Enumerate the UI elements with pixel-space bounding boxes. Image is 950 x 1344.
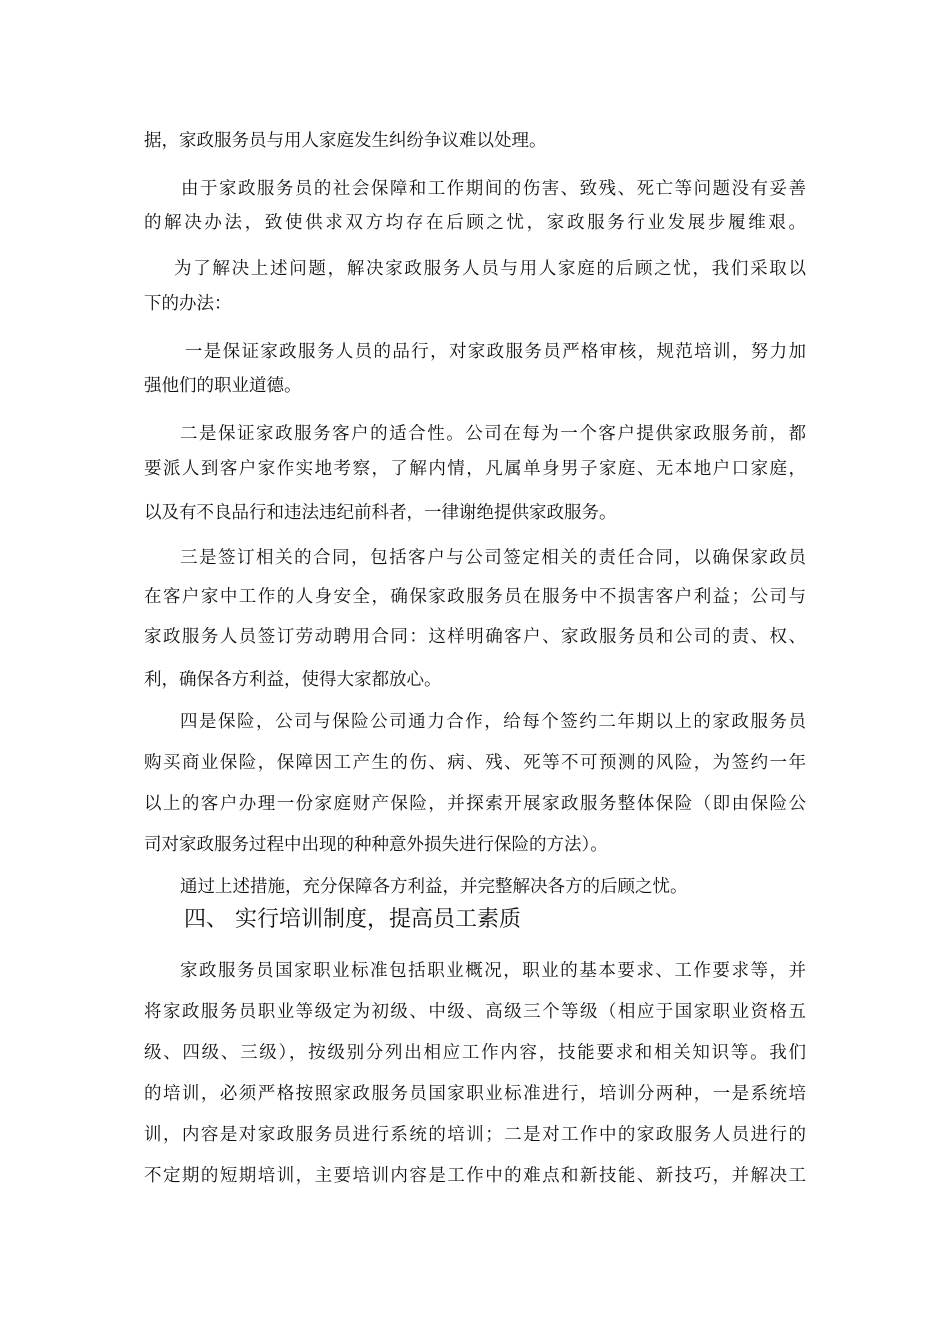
text-line: 三是签订相关的合同，包括客户与公司签定相关的责任合同，以确保家政员 bbox=[180, 548, 806, 568]
text-line: 司对家政服务过程中出现的种种意外损失进行保险的方法）。 bbox=[144, 835, 608, 855]
text-line: 的解决办法，致使供求双方均存在后顾之忧，家政服务行业发展步履维艰。 bbox=[144, 213, 806, 233]
text-line: 在客户家中工作的人身安全，确保家政服务员在服务中不损害客户利益；公司与 bbox=[144, 587, 806, 607]
text-line: 训，内容是对家政服务员进行系统的培训；二是对工作中的家政服务人员进行的 bbox=[144, 1125, 806, 1145]
text-line: 为了解决上述问题，解决家政服务人员与用人家庭的后顾之忧，我们采取以 bbox=[174, 259, 806, 279]
text-line: 强他们的职业道德。 bbox=[144, 376, 302, 396]
text-line: 购买商业保险，保障因工产生的伤、病、残、死等不可预测的风险，为签约一年 bbox=[144, 753, 806, 773]
text-line: 二是保证家政服务客户的适合性。公司在每为一个客户提供家政服务前，都 bbox=[180, 424, 806, 444]
text-line: 要派人到客户家作实地考察，了解内情，凡属单身男子家庭、无本地户口家庭， bbox=[144, 459, 806, 479]
text-line: 家政服务员国家职业标准包括职业概况，职业的基本要求、工作要求等，并 bbox=[180, 961, 806, 981]
text-line: 下的办法： bbox=[144, 294, 232, 314]
text-line: 以及有不良品行和违法违纪前科者，一律谢绝提供家政服务。 bbox=[144, 503, 617, 523]
text-line: 以上的客户办理一份家庭财产保险，并探索开展家政服务整体保险（即由保险公 bbox=[144, 794, 806, 814]
text-line: 四是保险，公司与保险公司通力合作，给每个签约二年期以上的家政服务员 bbox=[180, 712, 806, 732]
text-line: 据，家政服务员与用人家庭发生纠纷争议难以处理。 bbox=[144, 131, 547, 151]
text-line: 的培训，必须严格按照家政服务员国家职业标准进行，培训分两种，一是系统培 bbox=[144, 1084, 806, 1104]
text-line: 利，确保各方利益，使得大家都放心。 bbox=[144, 670, 442, 690]
text-line: 通过上述措施，充分保障各方利益，并完整解决各方的后顾之忧。 bbox=[180, 877, 688, 897]
text-line: 不定期的短期培训，主要培训内容是工作中的难点和新技能、新技巧，并解决工 bbox=[144, 1166, 806, 1186]
text-line: 级、四级、三级），按级别分列出相应工作内容，技能要求和相关知识等。我们 bbox=[144, 1043, 806, 1063]
text-line: 将家政服务员职业等级定为初级、中级、高级三个等级（相应于国家职业资格五 bbox=[144, 1002, 806, 1022]
text-line: 一是保证家政服务人员的品行，对家政服务员严格审核，规范培训，努力加 bbox=[166, 342, 806, 362]
text-line: 家政服务人员签订劳动聘用合同：这样明确客户、家政服务员和公司的责、权、 bbox=[144, 627, 806, 647]
section-heading: 四、 实行培训制度，提高员工素质 bbox=[184, 907, 521, 932]
text-line: 由于家政服务员的社会保障和工作期间的伤害、致残、死亡等问题没有妥善 bbox=[162, 179, 806, 199]
